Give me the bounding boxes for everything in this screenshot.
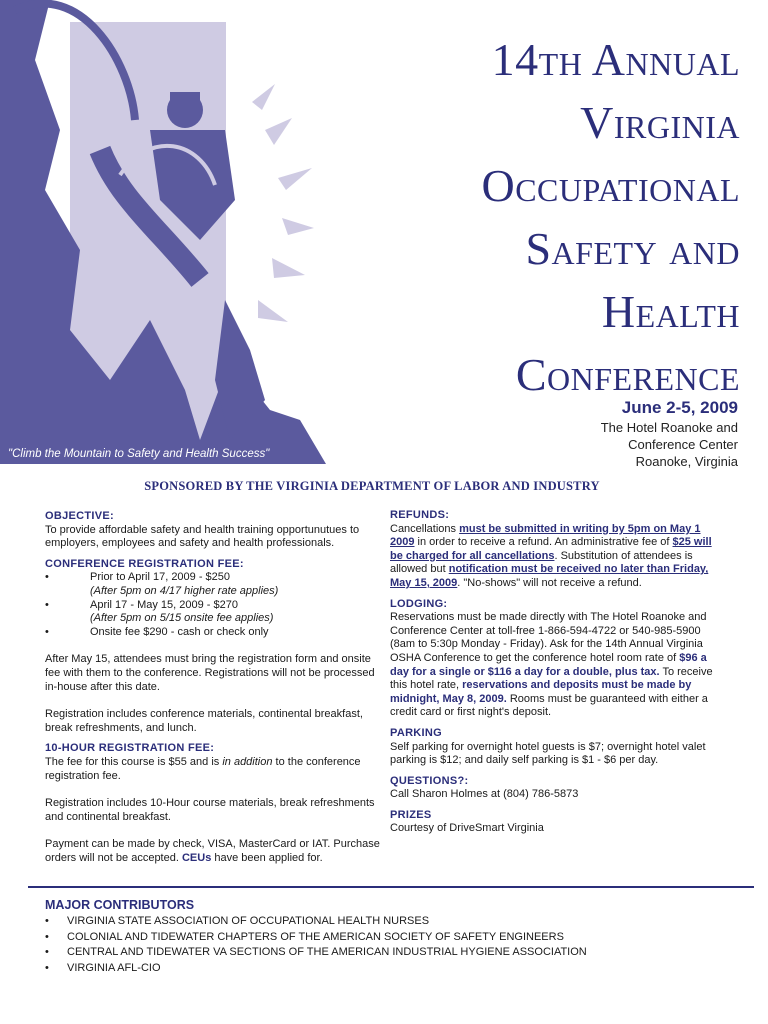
registration-fee-heading: CONFERENCE REGISTRATION FEE: xyxy=(45,557,244,570)
questions-heading: QUESTIONS?: xyxy=(390,774,469,787)
title-line: Health xyxy=(601,286,740,337)
payment-text: Payment can be made by check, VISA, MasterCard or IAT. Purchase orders will not be accepted. CEUs have been applied for. xyxy=(45,838,380,864)
bullet: • xyxy=(45,625,49,638)
fee-note: (After 5pm on 5/15 onsite fee applies) xyxy=(90,612,274,625)
parking-text: Self parking for overnight hotel guests is $7; overnight hotel valet parking is $12; and daily self parking is $1 - $6 per day. xyxy=(390,740,706,767)
bullet: • xyxy=(45,930,49,943)
fee-item: • Prior to April 17, 2009 - $250 xyxy=(45,571,231,584)
sponsor-line: SPONSORED BY THE VIRGINIA DEPARTMENT OF LABOR AND INDUSTRY xyxy=(144,479,600,493)
venue-line: Conference Center xyxy=(628,437,738,452)
lodging-heading: LODGING: xyxy=(390,597,448,610)
conference-title xyxy=(320,28,740,406)
refunds-heading: REFUNDS: xyxy=(390,509,450,521)
questions-text: Call Sharon Holmes at (804) 786-5873 xyxy=(390,788,579,801)
lodging-text: Reservations must be made directly with The Hotel Roanoke and Conference Center at toll-free 1-866-594-4722 or 540-985-5900 (8am to 5:30p Monday - Friday). Ask for the 14th Annual Virginia OSHA Conference to get the conference hotel room rate of $96 a day for a single or $116 a day for a double, plus tax. To receive this hotel rate, reservations and deposits must be made by midnight, May 8, 2009. Rooms must be guaranteed with either a credit card or first night's deposit. xyxy=(390,611,713,719)
fee-item: • Onsite fee $290 - cash or check only xyxy=(45,625,269,638)
bullet: • xyxy=(45,961,49,974)
venue-line: Roanoke, Virginia xyxy=(635,454,738,469)
bullet: • xyxy=(45,571,49,584)
objective-heading: OBJECTIVE: xyxy=(45,510,115,522)
contributors-heading: MAJOR CONTRIBUTORS xyxy=(45,898,195,912)
ten-hour-includes-text: Registration includes 10-Hour course materials, break refreshments and continental breakfast. xyxy=(45,797,375,823)
ten-hour-fee-heading: 10-HOUR REGISTRATION FEE: xyxy=(45,742,215,755)
major-contributors xyxy=(45,898,745,976)
title-line: Virginia xyxy=(580,97,740,148)
bullet: • xyxy=(45,915,49,927)
prizes-heading: PRIZES xyxy=(390,808,432,821)
after-may-text: After May 15, attendees must bring the registration form and onsite fee with them to the conference. Registrations will not be processed in-house after this date. xyxy=(45,653,375,693)
conference-dates: June 2-5, 2009 xyxy=(621,398,738,417)
prizes-text: Courtesy of DriveSmart Virginia xyxy=(390,822,544,835)
ten-hour-fee-text: The fee for this course is $55 and is in addition to the conference registration fee. xyxy=(45,755,361,782)
mountain-climber-artwork xyxy=(0,0,330,468)
title-line: Occupational xyxy=(481,160,740,211)
venue xyxy=(601,419,738,470)
list-item: • CENTRAL AND TIDEWATER VA SECTIONS OF THE AMERICAN INDUSTRIAL HYGIENE ASSOCIATION xyxy=(45,945,745,961)
divider xyxy=(28,886,754,888)
right-column xyxy=(390,509,725,836)
bullet: • xyxy=(45,946,49,958)
tagline: "Climb the Mountain to Safety and Health Success" xyxy=(8,448,270,460)
list-item: • VIRGINIA STATE ASSOCIATION OF OCCUPATIONAL HEALTH NURSES xyxy=(45,914,745,930)
fee-item: • April 17 - May 15, 2009 - $270 xyxy=(45,598,238,611)
title-line: 14th Annual xyxy=(491,34,740,85)
bullet: • xyxy=(45,598,49,611)
fee-note: (After 5pm on 4/17 higher rate applies) xyxy=(90,584,279,597)
objective-text: To provide affordable safety and health training opportunutues to employers, employees and safety and health professionals. xyxy=(45,523,360,550)
title-line: Conference xyxy=(515,349,740,400)
venue-line: The Hotel Roanoke and xyxy=(600,420,738,435)
refunds-text: Cancellations must be submitted in writing by 5pm on May 1 2009 in order to receive a refund. An administrative fee of $25 will be charged for all cancellations. Substitution of attendees is allowed but notification must be received no later than Friday, May 15, 2009. "No-shows" will not receive a refund. xyxy=(390,522,712,589)
title-line: Safety and xyxy=(525,223,740,274)
includes-text: Registration includes conference materials, continental breakfast, break refreshments, and lunch. xyxy=(45,708,363,734)
left-column xyxy=(45,510,380,865)
list-item: • COLONIAL AND TIDEWATER CHAPTERS OF THE AMERICAN SOCIETY OF SAFETY ENGINEERS xyxy=(45,930,745,946)
list-item: • VIRGINIA AFL-CIO xyxy=(45,961,745,977)
parking-heading: PARKING xyxy=(390,726,443,739)
